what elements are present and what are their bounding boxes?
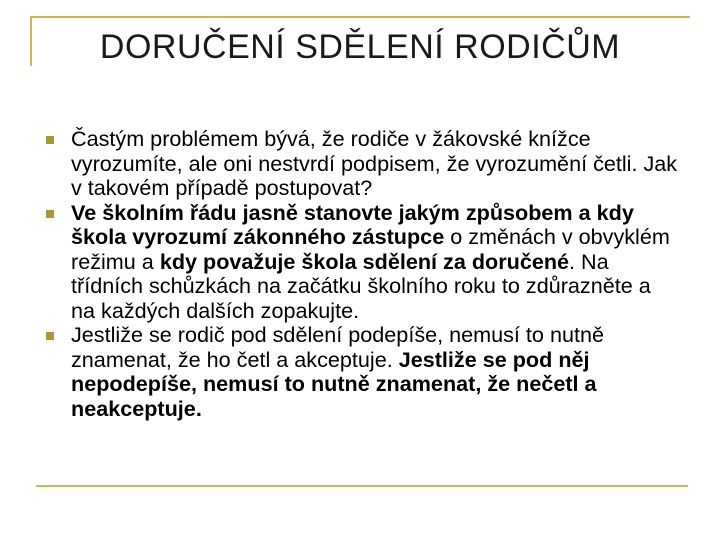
top-accent-line	[30, 16, 690, 18]
slide-title: DORUČENÍ SDĚLENÍ RODIČŮM	[99, 28, 621, 66]
bullet-item-3	[40, 323, 680, 421]
bullet-item-1	[40, 127, 680, 201]
bullet-3-text-1: Jestliže se rodič pod sdělení podepíše, nemusí to nutně znamenat, že ho četl a akceptuje.	[71, 322, 604, 372]
bullet-list	[40, 127, 680, 421]
square-bullet-icon	[46, 136, 54, 144]
bullet-item-2	[40, 201, 680, 324]
bullet-2-bold-2: kdy považuje škola sdělení za doručené	[159, 248, 570, 274]
left-accent-line	[30, 16, 32, 66]
square-bullet-icon	[46, 210, 54, 218]
bullet-2-text-1: o změnách v obvyklém režimu a	[71, 224, 670, 274]
bullet-2-bold-1: Ve školním řádu jasně stanovte jakým způsobem a kdy škola vyrozumí zákonného zástupce	[71, 199, 634, 249]
bullet-1-text: Častým problémem bývá, že rodiče v žákovské knížce vyrozumíte, ale oni nestvrdí podpisem, že vyrozumění četli. Jak v takovém případě postupovat?	[71, 126, 678, 200]
square-bullet-icon	[46, 332, 54, 340]
bullet-2-text-2: . Na třídních schůzkách na začátku školního roku to zdůrazněte a na každých dalších zopakujte.	[71, 248, 651, 323]
bullet-3-bold-1: Jestliže se pod něj nepodepíše, nemusí to nutně znamenat, že nečetl a neakceptuje.	[71, 346, 597, 421]
bottom-accent-line	[36, 485, 688, 487]
